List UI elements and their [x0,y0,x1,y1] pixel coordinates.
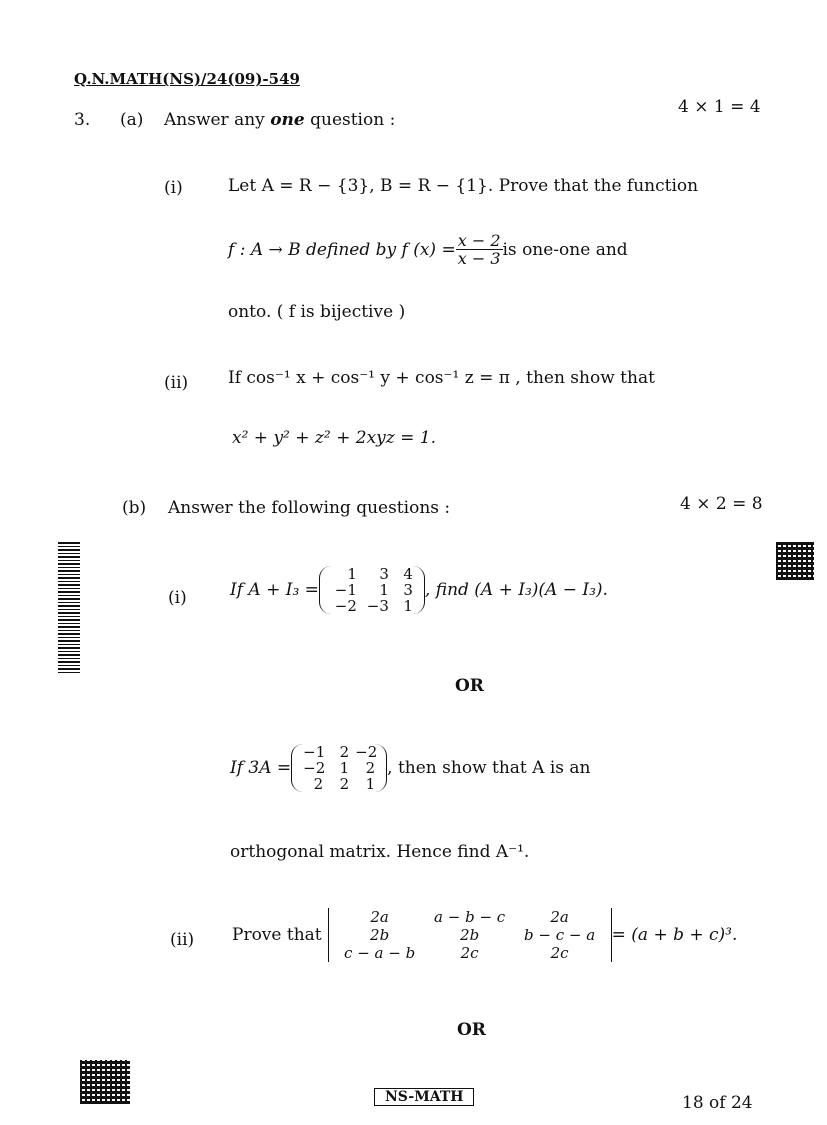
side-barcode [58,542,80,674]
matrix-cell: 1 [365,775,376,793]
det-cell: c − a − b [344,944,416,962]
part-a-label: (a) [120,110,144,130]
matrix-cell: 2 [365,759,376,777]
matrix-cell: −2 [334,597,357,615]
instruction-emphasis: one [270,110,305,130]
a-i-label: (i) [164,178,183,198]
b-i-label: (i) [168,588,187,608]
question-number: 3. [74,110,91,130]
part-b-label: (b) [122,498,147,518]
matrix-a-plus-i [319,566,425,614]
matrix-cell: 1 [379,581,389,599]
subject-box: NS-MATH [374,1088,474,1106]
det-cell: 2c [460,944,479,962]
matrix-cell: −3 [366,597,389,615]
fraction [456,232,503,267]
a-ii-label: (ii) [164,373,189,393]
a-i-line3: onto. ( f is bijective ) [228,302,406,322]
qr-code-right [776,542,814,580]
b-alt-pre: If 3A = [230,758,292,778]
matrix-cell: 4 [403,565,413,583]
matrix-cell: 3 [379,565,389,583]
matrix-cell: 2 [339,743,350,761]
matrix-cell: 1 [339,759,350,777]
fraction-denominator: x − 3 [457,249,501,268]
b-i-expression [230,566,608,614]
part-b-marks: 4 × 2 = 8 [680,494,763,514]
matrix-cell: −2 [355,743,378,761]
b-ii-expression [232,908,737,962]
a-ii-line1: If cos⁻¹ x + cos⁻¹ y + cos⁻¹ z = π , then show that [228,368,655,388]
matrix-cell: 2 [339,775,350,793]
function-condition: is one-one and [502,239,628,260]
b-alt-post: , then show that A is an [387,758,591,778]
det-cell: b − c − a [524,926,596,944]
page-number: 18 of 24 [682,1093,753,1113]
det-cell: 2a [370,908,389,926]
matrix-3a [291,744,387,792]
matrix-cell: 1 [403,597,413,615]
instruction-post: question : [304,110,396,130]
a-i-line2 [228,232,628,267]
matrix-cell: 1 [347,565,357,583]
b-alt-expression [230,744,591,792]
matrix-cell: −2 [303,759,326,777]
determinant [328,908,612,962]
det-cell: 2b [460,926,480,944]
det-cell: 2c [550,944,569,962]
det-cell: a − b − c [434,908,506,926]
b-ii-post: = (a + b + c)³. [611,925,738,945]
b-i-pre: If A + I₃ = [230,580,319,600]
part-a-instruction [164,110,395,130]
qr-code-bottom [80,1060,130,1104]
det-cell: 2a [550,908,569,926]
matrix-cell: 3 [403,581,413,599]
or-separator-1: OR [455,676,484,696]
or-separator-2: OR [457,1020,486,1040]
matrix-cell: 2 [313,775,324,793]
function-definition: f : A → B defined by f (x) = [228,239,456,260]
part-b-instruction: Answer the following questions : [168,498,451,518]
b-i-post: , find (A + I₃)(A − I₃). [424,580,608,600]
matrix-cell: −1 [334,581,357,599]
part-a-marks: 4 × 1 = 4 [678,97,761,117]
a-ii-line2: x² + y² + z² + 2xyz = 1. [232,428,436,448]
det-cell: 2b [370,926,390,944]
fraction-numerator: x − 2 [457,231,501,250]
b-alt-line2: orthogonal matrix. Hence find A⁻¹. [230,842,530,862]
b-ii-pre: Prove that [232,925,322,945]
matrix-cell: −1 [303,743,326,761]
exam-code: Q.N.MATH(NS)/24(09)-549 [74,70,300,88]
instruction-pre: Answer any [164,110,271,130]
a-i-line1: Let A = R − {3}, B = R − {1}. Prove that the function [228,176,699,196]
b-ii-label: (ii) [170,930,195,950]
